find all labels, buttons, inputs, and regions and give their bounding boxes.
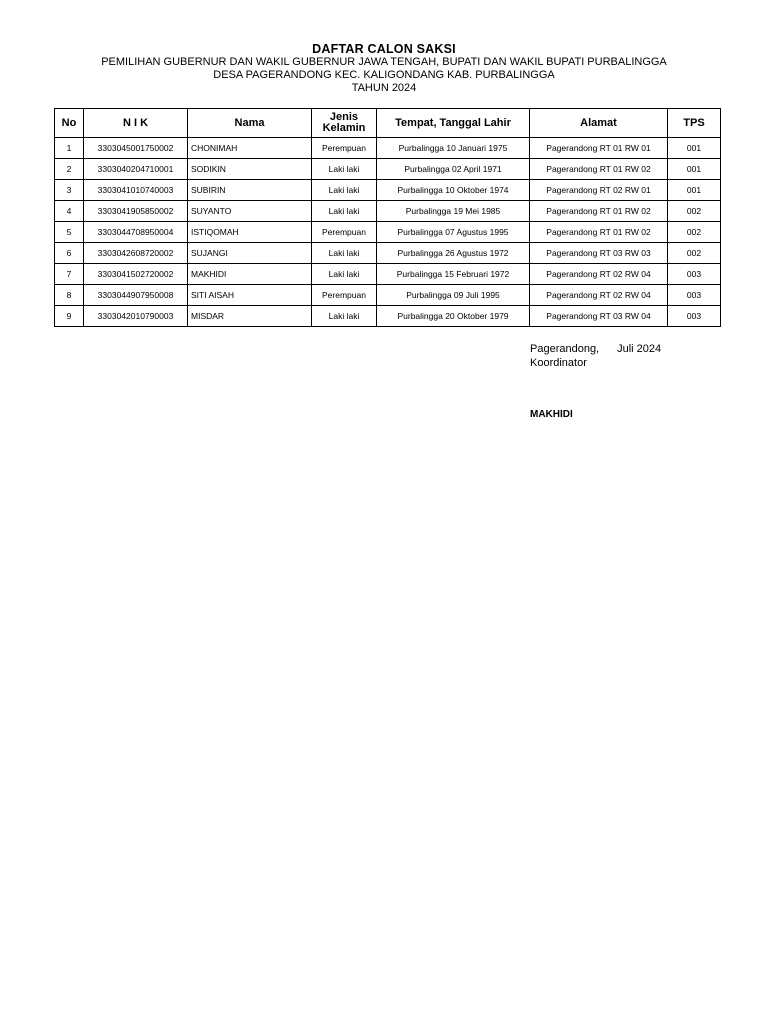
signature-name: MAKHIDI (530, 409, 573, 420)
cell-tps: 003 (668, 306, 721, 327)
cell-jenis-kelamin: Laki laki (312, 159, 377, 180)
cell-ttl: Purbalingga 10 Oktober 1974 (377, 180, 530, 201)
cell-jenis-kelamin: Laki laki (312, 180, 377, 201)
signature-block (530, 342, 661, 422)
cell-ttl: Purbalingga 26 Agustus 1972 (377, 243, 530, 264)
cell-nik: 3303042010790003 (84, 306, 188, 327)
signature-role: Koordinator (530, 357, 587, 369)
cell-tps: 001 (668, 180, 721, 201)
year-subtitle: TAHUN 2024 (351, 82, 417, 94)
cell-alamat: Pagerandong RT 02 RW 04 (530, 285, 668, 306)
column-header-ttl: Tempat, Tanggal Lahir (377, 109, 530, 138)
cell-no: 1 (55, 138, 84, 159)
cell-jenis-kelamin: Perempuan (312, 222, 377, 243)
table-row (55, 138, 721, 159)
cell-nama: MAKHIDI (188, 264, 312, 285)
cell-no: 8 (55, 285, 84, 306)
cell-alamat: Pagerandong RT 03 RW 03 (530, 243, 668, 264)
table-row (55, 264, 721, 285)
cell-ttl: Purbalingga 10 Januari 1975 (377, 138, 530, 159)
cell-nik: 3303041905850002 (84, 201, 188, 222)
cell-nik: 3303042608720002 (84, 243, 188, 264)
cell-nama: CHONIMAH (188, 138, 312, 159)
table-row (55, 243, 721, 264)
cell-tps: 002 (668, 243, 721, 264)
cell-nama: SUYANTO (188, 201, 312, 222)
table-row (55, 222, 721, 243)
cell-no: 7 (55, 264, 84, 285)
cell-ttl: Purbalingga 09 Juli 1995 (377, 285, 530, 306)
cell-jenis-kelamin: Perempuan (312, 138, 377, 159)
column-header-alamat: Alamat (530, 109, 668, 138)
signature-place: Pagerandong, (530, 343, 600, 355)
column-header-nik: N I K (84, 109, 188, 138)
cell-ttl: Purbalingga 19 Mei 1985 (377, 201, 530, 222)
cell-tps: 001 (668, 159, 721, 180)
cell-tps: 001 (668, 138, 721, 159)
cell-no: 2 (55, 159, 84, 180)
table-row (55, 306, 721, 327)
cell-no: 6 (55, 243, 84, 264)
cell-alamat: Pagerandong RT 01 RW 02 (530, 222, 668, 243)
column-header-nama: Nama (188, 109, 312, 138)
cell-nik: 3303041502720002 (84, 264, 188, 285)
column-header-tps: TPS (668, 109, 721, 138)
place-date-line (530, 342, 661, 356)
cell-nama: SITI AISAH (188, 285, 312, 306)
election-subtitle: PEMILIHAN GUBERNUR DAN WAKIL GUBERNUR JAWA TENGAH, BUPATI DAN WAKIL BUPATI PURBALINGGA (101, 56, 667, 68)
cell-nama: MISDAR (188, 306, 312, 327)
cell-jenis-kelamin: Laki laki (312, 201, 377, 222)
cell-alamat: Pagerandong RT 02 RW 01 (530, 180, 668, 201)
column-header-no: No (55, 109, 84, 138)
cell-ttl: Purbalingga 07 Agustus 1995 (377, 222, 530, 243)
column-header-jenis-kelamin: Jenis Kelamin (312, 109, 377, 138)
cell-ttl: Purbalingga 15 Februari 1972 (377, 264, 530, 285)
village-subtitle: DESA PAGERANDONG KEC. KALIGONDANG KAB. PURBALINGGA (213, 69, 555, 81)
cell-alamat: Pagerandong RT 01 RW 01 (530, 138, 668, 159)
cell-nik: 3303045001750002 (84, 138, 188, 159)
cell-jenis-kelamin: Laki laki (312, 306, 377, 327)
cell-nama: SODIKIN (188, 159, 312, 180)
cell-jenis-kelamin: Laki laki (312, 243, 377, 264)
witness-table (54, 108, 721, 327)
signature-month-year: Juli 2024 (617, 343, 662, 355)
cell-alamat: Pagerandong RT 03 RW 04 (530, 306, 668, 327)
cell-tps: 003 (668, 285, 721, 306)
cell-no: 5 (55, 222, 84, 243)
cell-nama: SUBIRIN (188, 180, 312, 201)
cell-nik: 3303044708950004 (84, 222, 188, 243)
cell-jenis-kelamin: Laki laki (312, 264, 377, 285)
table-header-row (55, 109, 721, 138)
cell-tps: 002 (668, 222, 721, 243)
cell-nama: SUJANGI (188, 243, 312, 264)
cell-no: 3 (55, 180, 84, 201)
cell-no: 4 (55, 201, 84, 222)
document-title: DAFTAR CALON SAKSI (312, 42, 456, 56)
document-header (0, 42, 768, 95)
cell-tps: 002 (668, 201, 721, 222)
cell-jenis-kelamin: Perempuan (312, 285, 377, 306)
cell-tps: 003 (668, 264, 721, 285)
cell-nik: 3303040204710001 (84, 159, 188, 180)
table-row (55, 201, 721, 222)
cell-no: 9 (55, 306, 84, 327)
cell-nik: 3303041010740003 (84, 180, 188, 201)
cell-alamat: Pagerandong RT 01 RW 02 (530, 159, 668, 180)
cell-ttl: Purbalingga 20 Oktober 1979 (377, 306, 530, 327)
table-row (55, 285, 721, 306)
table-row (55, 180, 721, 201)
cell-alamat: Pagerandong RT 01 RW 02 (530, 201, 668, 222)
cell-alamat: Pagerandong RT 02 RW 04 (530, 264, 668, 285)
table-row (55, 159, 721, 180)
cell-nik: 3303044907950008 (84, 285, 188, 306)
cell-nama: ISTIQOMAH (188, 222, 312, 243)
cell-ttl: Purbalingga 02 April 1971 (377, 159, 530, 180)
